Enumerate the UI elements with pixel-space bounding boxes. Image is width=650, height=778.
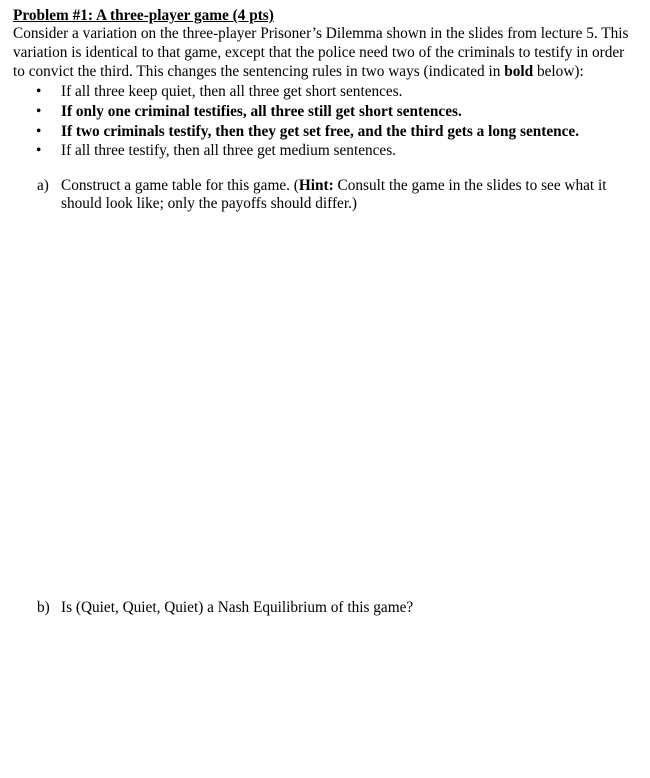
list-item — [13, 82, 638, 102]
question-a-label: a) — [37, 176, 49, 194]
question-a-text-end: Consult the game in the slides to see what it should look like; only the payoffs should differ.) — [61, 176, 607, 213]
list-item — [13, 141, 638, 161]
list-item-text: If only one criminal testifies, all three still get short sentences. — [61, 102, 462, 120]
list-item-text: If all three testify, then all three get medium sentences. — [61, 142, 396, 160]
intro-paragraph — [13, 25, 638, 81]
bullet-icon: • — [36, 142, 42, 160]
intro-bold-word: bold — [504, 62, 534, 80]
question-b-text: Is (Quiet, Quiet, Quiet) a Nash Equilibrium of this game? — [61, 598, 414, 616]
problem-title: Problem #1: A three-player game (4 pts) — [13, 7, 274, 24]
sentencing-rules-list — [13, 82, 638, 160]
list-item-text: If two criminals testify, then they get set free, and the third gets a long sentence. — [61, 122, 580, 140]
list-item — [13, 122, 638, 142]
hint-label: Hint: — [298, 176, 334, 194]
list-item — [13, 102, 638, 122]
intro-text-end: below): — [533, 62, 584, 80]
bullet-icon: • — [36, 102, 42, 120]
question-b-label: b) — [37, 598, 50, 616]
bullet-icon: • — [36, 122, 42, 140]
document-page — [13, 7, 638, 617]
bullet-icon: • — [36, 83, 42, 101]
intro-text: Consider a variation on the three-player Prisoner’s Dilemma shown in the slides from lecture 5. This variation is identical to that game, except that the police need two of the criminals to testify in order to convict the third. This changes the sentencing rules in two ways (indicated in — [13, 25, 629, 80]
list-item-text: If all three keep quiet, then all three get short sentences. — [61, 83, 403, 101]
question-a-text: Construct a game table for this game. ( — [61, 176, 299, 194]
question-b — [13, 599, 638, 618]
question-a — [13, 177, 638, 214]
